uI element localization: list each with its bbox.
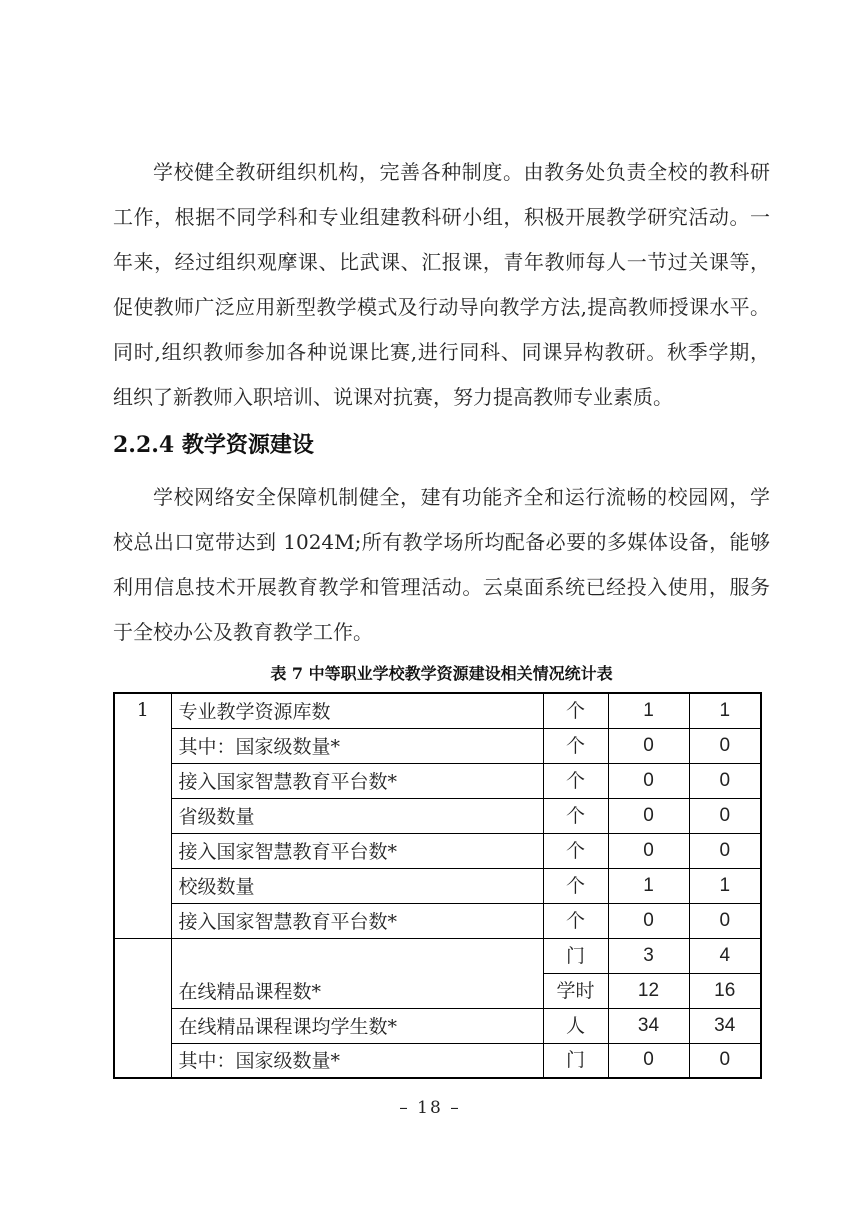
value-cell: 0 <box>608 763 689 798</box>
table-row <box>114 693 761 728</box>
unit-cell: 个 <box>543 693 608 728</box>
table-row <box>114 833 761 868</box>
paragraph-1 <box>113 150 770 420</box>
page-number: – 18 – <box>399 1098 461 1118</box>
table-row <box>114 798 761 833</box>
table-row <box>114 1043 761 1078</box>
value-cell: 0 <box>689 833 761 868</box>
unit-cell: 个 <box>543 798 608 833</box>
value-cell: 0 <box>608 1043 689 1078</box>
table-row <box>114 1008 761 1043</box>
item-name-cell: 接入国家智慧教育平台数* <box>171 903 543 938</box>
paragraph-line: 同时,组织教师参加各种说课比赛,进行同科、同课异构教研。秋季学期， <box>113 340 770 364</box>
value-cell: 0 <box>608 833 689 868</box>
table-row <box>114 868 761 903</box>
paragraph-line: 工作，根据不同学科和专业组建教科研小组，积极开展教学研究活动。一 <box>113 205 770 229</box>
value-cell: 1 <box>689 868 761 903</box>
unit-cell: 个 <box>543 868 608 903</box>
item-name-cell: 接入国家智慧教育平台数* <box>171 763 543 798</box>
value-cell: 34 <box>608 1008 689 1043</box>
paragraph-2 <box>113 475 770 655</box>
table-row <box>114 903 761 938</box>
unit-cell: 个 <box>543 833 608 868</box>
value-cell: 0 <box>608 728 689 763</box>
paragraph-line: 促使教师广泛应用新型教学模式及行动导向教学方法,提高教师授课水平。 <box>113 295 770 319</box>
item-name-cell: 在线精品课程课均学生数* <box>171 1008 543 1043</box>
item-name-cell: 其中：国家级数量* <box>171 1043 543 1078</box>
unit-cell: 学时 <box>543 973 608 1008</box>
value-cell: 16 <box>689 973 761 1008</box>
row-index-cell: 1 <box>114 693 171 938</box>
item-name-cell: 在线精品课程数* <box>171 938 543 1008</box>
paragraph-line: 组织了新教师入职培训、说课对抗赛，努力提高教师专业素质。 <box>113 385 673 409</box>
unit-cell: 门 <box>543 938 608 973</box>
table-caption: 表 7 中等职业学校教学资源建设相关情况统计表 <box>270 664 613 683</box>
item-name-cell: 省级数量 <box>171 798 543 833</box>
unit-cell: 个 <box>543 763 608 798</box>
value-cell: 0 <box>689 763 761 798</box>
section-heading: 2.2.4 教学资源建设 <box>113 432 314 458</box>
paragraph-line: 学校网络安全保障机制健全，建有功能齐全和运行流畅的校园网，学 <box>153 485 770 509</box>
unit-cell: 个 <box>543 903 608 938</box>
value-cell: 0 <box>608 903 689 938</box>
unit-cell: 个 <box>543 728 608 763</box>
value-cell: 0 <box>608 798 689 833</box>
value-cell: 1 <box>608 693 689 728</box>
value-cell: 4 <box>689 938 761 973</box>
row-index-cell <box>114 938 171 1078</box>
unit-cell: 人 <box>543 1008 608 1043</box>
value-cell: 3 <box>608 938 689 973</box>
table-row <box>114 938 761 973</box>
unit-cell: 门 <box>543 1043 608 1078</box>
stats-table <box>113 692 762 1079</box>
paragraph-line: 校总出口宽带达到 1024M;所有教学场所均配备必要的多媒体设备，能够 <box>113 530 770 554</box>
table-row <box>114 763 761 798</box>
table-row <box>114 728 761 763</box>
item-name-cell: 接入国家智慧教育平台数* <box>171 833 543 868</box>
paragraph-line: 利用信息技术开展教育教学和管理活动。云桌面系统已经投入使用，服务 <box>113 575 770 599</box>
paragraph-line: 学校健全教研组织机构，完善各种制度。由教务处负责全校的教科研 <box>153 160 770 184</box>
paragraph-line: 于全校办公及教育教学工作。 <box>113 620 373 644</box>
value-cell: 0 <box>689 1043 761 1078</box>
item-name-cell: 其中：国家级数量* <box>171 728 543 763</box>
value-cell: 0 <box>689 798 761 833</box>
value-cell: 12 <box>608 973 689 1008</box>
item-name-cell: 专业教学资源库数 <box>171 693 543 728</box>
value-cell: 1 <box>608 868 689 903</box>
value-cell: 34 <box>689 1008 761 1043</box>
value-cell: 0 <box>689 728 761 763</box>
value-cell: 1 <box>689 693 761 728</box>
item-name-cell: 校级数量 <box>171 868 543 903</box>
value-cell: 0 <box>689 903 761 938</box>
paragraph-line: 年来，经过组织观摩课、比武课、汇报课，青年教师每人一节过关课等， <box>113 250 770 274</box>
page-content <box>113 0 770 1079</box>
